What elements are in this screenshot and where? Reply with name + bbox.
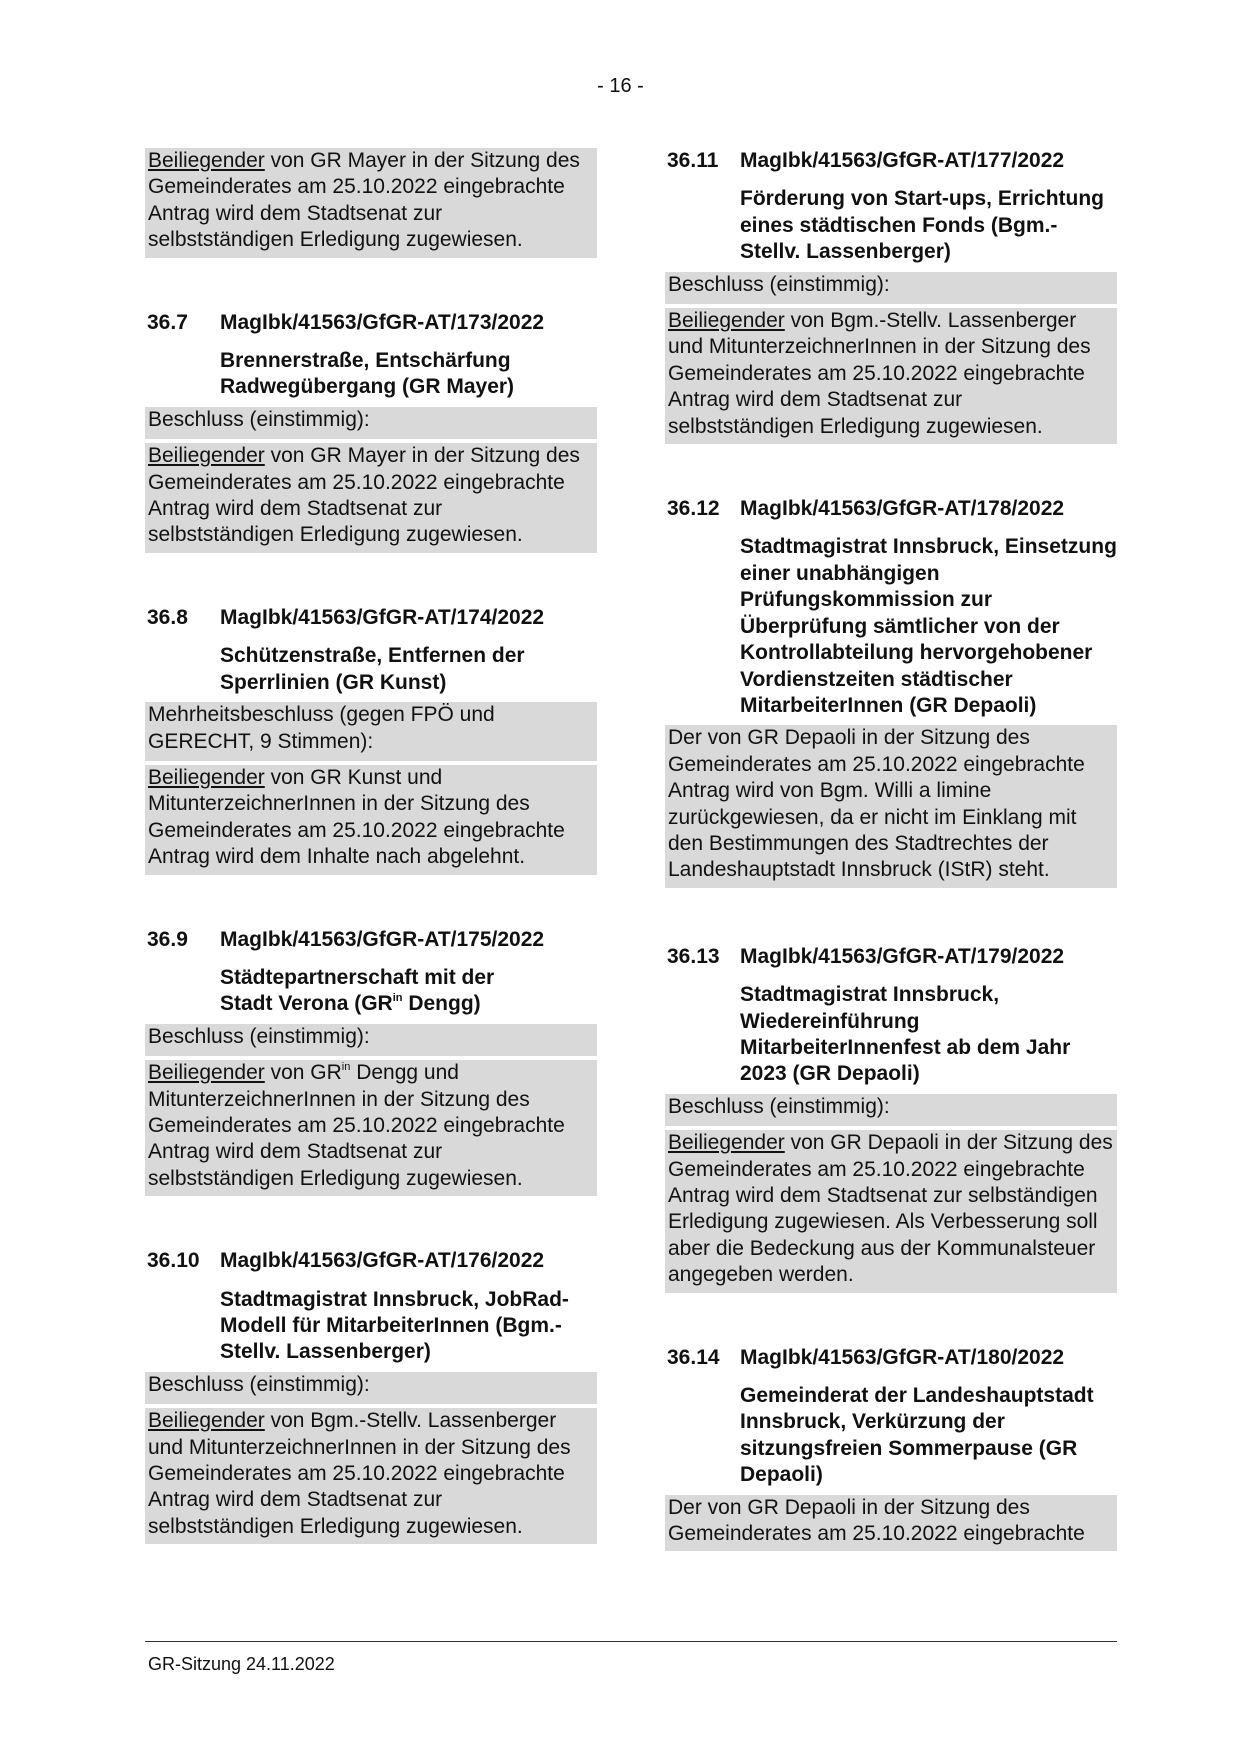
item-reference: MagIbk/41563/GfGR-AT/176/2022	[220, 1249, 545, 1273]
underlined-word: Beiliegender	[148, 149, 265, 172]
agenda-item-36-14	[665, 1345, 1117, 1552]
resolution-text: Beiliegender von GR Kunst und MitunterzeichnerInnen in der Sitzung des Gemeinderates am 25.10.2022 eingebrachte Antrag wird dem Inhalte nach abgelehnt.	[145, 765, 597, 875]
footer-text: GR-Sitzung 24.11.2022	[148, 1654, 335, 1674]
agenda-item-36-10	[145, 1248, 597, 1544]
page-number: - 16 -	[597, 75, 644, 97]
item-reference: MagIbk/41563/GfGR-AT/179/2022	[740, 944, 1065, 968]
resolution-text: Beiliegender von GR Mayer in der Sitzung des Gemeinderates am 25.10.2022 eingebrachte Antrag wird dem Stadtsenat zur selbstständigen Erledigung zugewiesen.	[145, 443, 597, 553]
resolution-text: Der von GR Depaoli in der Sitzung des Gemeinderates am 25.10.2022 eingebrachte	[665, 1495, 1117, 1552]
resolution-status: Beschluss (einstimmig):	[665, 272, 1117, 304]
resolution-status: Beschluss (einstimmig):	[145, 1372, 597, 1404]
item-title: Förderung von Start-ups, Errichtung eines städtischen Fonds (Bgm.-Stellv. Lassenberger)	[740, 187, 1105, 264]
agenda-item-36-13	[665, 944, 1117, 1293]
resolution-status: Beschluss (einstimmig):	[145, 407, 597, 439]
item-title: Stadtmagistrat Innsbruck, JobRad-Modell für MitarbeiterInnen (Bgm.-Stellv. Lassenberger)	[220, 1287, 569, 1364]
item-title: Brennerstraße, Entschärfung Radwegübergang (GR Mayer)	[220, 349, 515, 399]
item-number: 36.13	[667, 944, 720, 968]
agenda-item-36-9	[145, 927, 597, 1197]
resolution-status: Beschluss (einstimmig):	[665, 1094, 1117, 1126]
item-number: 36.11	[667, 149, 719, 172]
item-number: 36.7	[147, 310, 188, 334]
item-number: 36.9	[147, 927, 188, 951]
item-title: Schützenstraße, Entfernen der Sperrlinien (GR Kunst)	[220, 644, 525, 694]
item-reference: MagIbk/41563/GfGR-AT/177/2022	[740, 149, 1065, 172]
resolution-text: Beiliegender von $GR^{in}$ Dengg und MitunterzeichnerInnen in der Sitzung des Gemeinderates am 25.10.2022 eingebrachte Antrag wird dem Stadtsenat zur selbstständigen Erledigung zugewiesen.	[145, 1060, 597, 1196]
item-title: Stadtmagistrat Innsbruck, Einsetzung einer unabhängigen Prüfungskommission zur Überprüfung sämtlicher von der Kontrollabteilung hervorgehobener Vordienstzeiten städtischer MitarbeiterInnen (GR Depaoli)	[740, 535, 1117, 717]
item-reference: MagIbk/41563/GfGR-AT/180/2022	[740, 1345, 1065, 1369]
left-column	[145, 148, 597, 1544]
item-title: Städtepartnerschaft mit der Stadt Verona ($GR^{in}$ Dengg)	[220, 965, 495, 1016]
item-reference: MagIbk/41563/GfGR-AT/175/2022	[220, 927, 545, 951]
item-number: 36.10	[147, 1249, 200, 1273]
intro-text: von GR Mayer in der Sitzung des Gemeinderates am 25.10.2022 eingebrachte Antrag wird dem Stadtsenat zur selbstständigen Erledigung zugewiesen.	[148, 149, 580, 252]
footer-divider	[145, 1641, 1117, 1642]
intro-resolution-text	[145, 148, 597, 258]
item-title: Stadtmagistrat Innsbruck, Wiedereinführung MitarbeiterInnenfest ab dem Jahr 2023 (GR Depaoli)	[740, 983, 1071, 1086]
item-reference: MagIbk/41563/GfGR-AT/174/2022	[220, 605, 545, 629]
resolution-status: Mehrheitsbeschluss (gegen FPÖ und GERECHT, 9 Stimmen):	[145, 702, 597, 761]
item-number: 36.14	[667, 1345, 720, 1369]
agenda-item-36-8	[145, 605, 597, 875]
agenda-item-36-12	[665, 496, 1117, 888]
resolution-text: Der von GR Depaoli in der Sitzung des Gemeinderates am 25.10.2022 eingebrachte Antrag wird von Bgm. Willi a limine zurückgewiesen, da er nicht im Einklang mit den Bestimmungen des Stadtrechtes der Landeshauptstadt Innsbruck (IStR) steht.	[665, 725, 1117, 887]
resolution-text: Beiliegender von GR Depaoli in der Sitzung des Gemeinderates am 25.10.2022 eingebrachte Antrag wird dem Stadtsenat zur selbständigen Erledigung zugewiesen. Als Verbesserung soll aber die Bedeckung aus der Kommunalsteuer angegeben werden.	[665, 1130, 1117, 1292]
resolution-text: Beiliegender von Bgm.-Stellv. Lassenberger und MitunterzeichnerInnen in der Sitzung des Gemeinderates am 25.10.2022 eingebrachte Antrag wird dem Stadtsenat zur selbstständigen Erledigung zugewiesen.	[665, 308, 1117, 444]
resolution-status: Beschluss (einstimmig):	[145, 1024, 597, 1056]
agenda-item-36-7	[145, 310, 597, 553]
item-reference: MagIbk/41563/GfGR-AT/178/2022	[740, 497, 1065, 521]
item-number: 36.12	[667, 497, 720, 521]
item-number: 36.8	[147, 605, 188, 629]
item-title: Gemeinderat der Landeshauptstadt Innsbruck, Verkürzung der sitzungsfreien Sommerpause (GR Depaoli)	[740, 1384, 1094, 1487]
item-reference: MagIbk/41563/GfGR-AT/173/2022	[220, 310, 545, 334]
resolution-text: Beiliegender von Bgm.-Stellv. Lassenberger und MitunterzeichnerInnen in der Sitzung des Gemeinderates am 25.10.2022 eingebrachte Antrag wird dem Stadtsenat zur selbstständigen Erledigung zugewiesen.	[145, 1408, 597, 1544]
agenda-item-36-11	[665, 148, 1117, 444]
right-column	[665, 148, 1117, 1551]
